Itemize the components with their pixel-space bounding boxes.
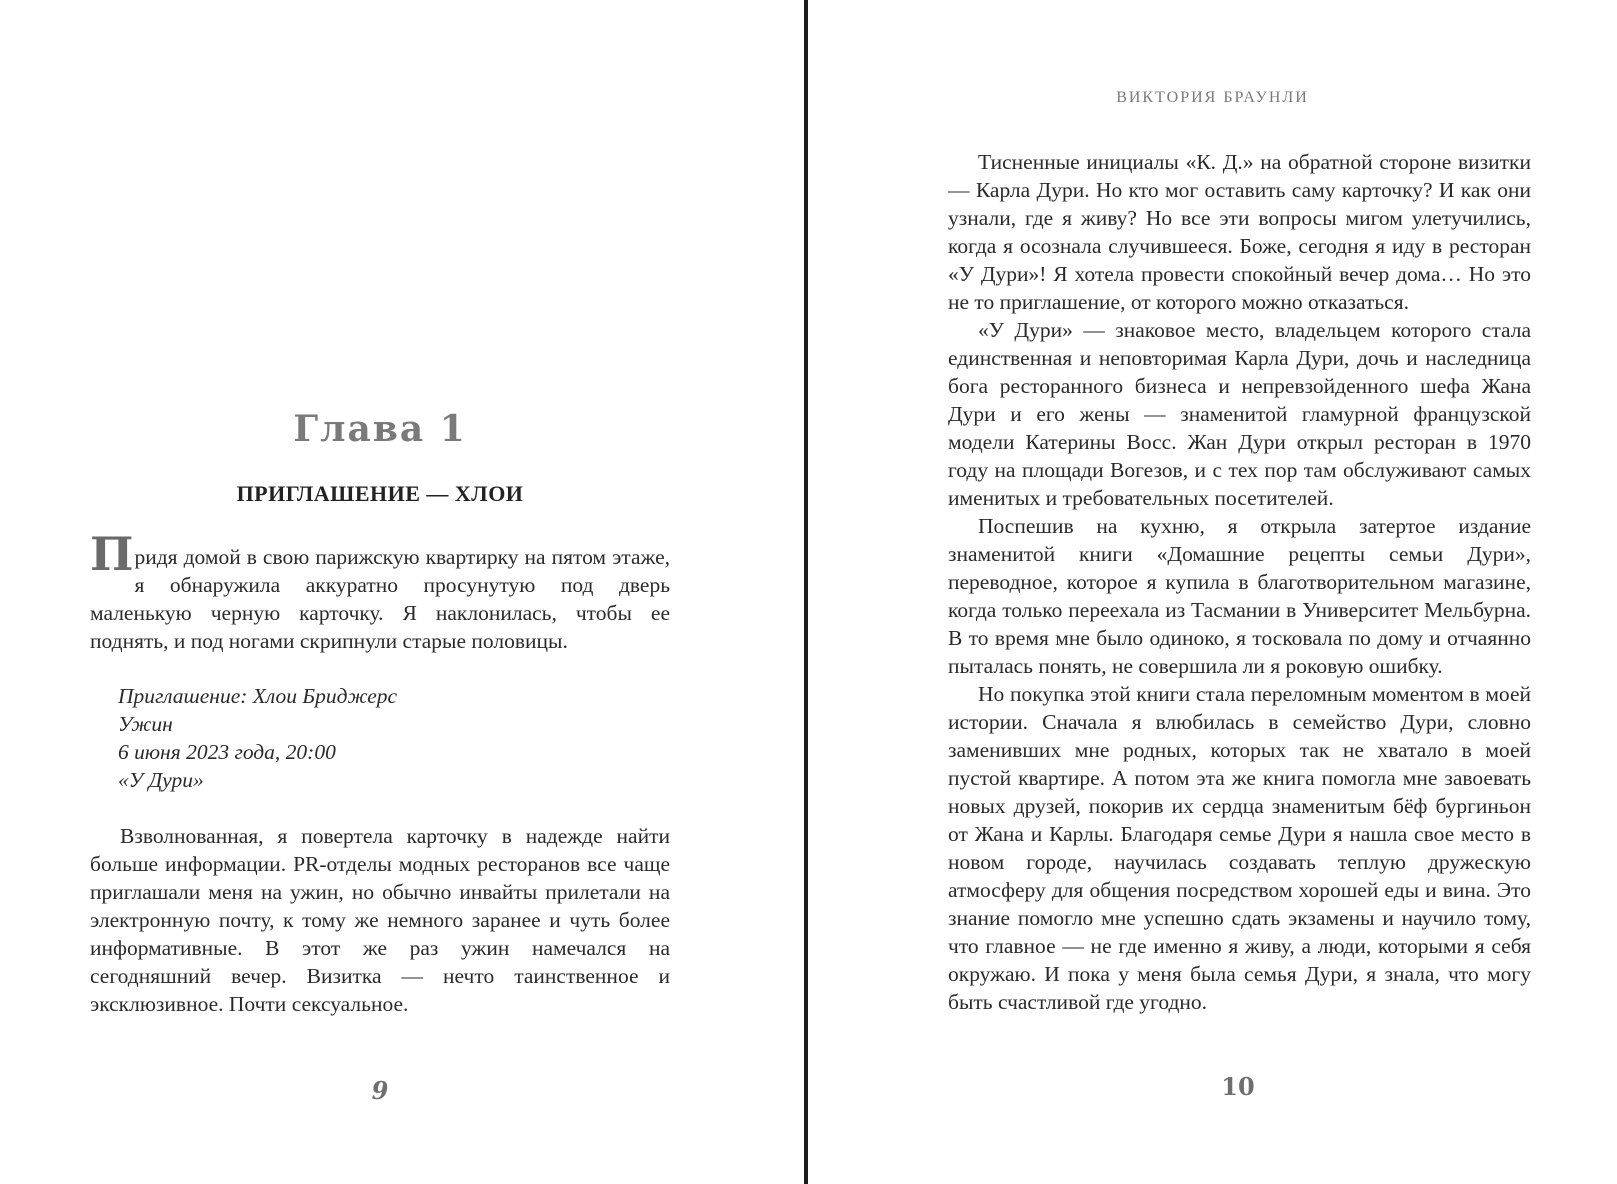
second-paragraph: [90, 822, 670, 1018]
opening-paragraph: [90, 527, 670, 655]
invitation-line: Ужин: [118, 712, 173, 736]
running-head-author: ВИКТОРИЯ БРАУНЛИ: [1116, 89, 1309, 106]
body-paragraph: Тисненные инициалы «К. Д.» на обратной стороне визитки — Карла Дури. Но кто мог оставить саму карточку? И как они узнали, где я живу? Но все эти вопросы мигом улетучились, когда я осознала случившееся. Боже, сегодня я иду в ресторан «У Дури»! Я хотела провести спокойный вечер дома… Но это не то приглашение, от которого можно отказаться.: [948, 150, 1531, 314]
second-paragraph-text: Взволнованная, я повертела карточку в надежде найти больше информации. PR-отделы модных ресторанов все чаще приглашали меня на ужин, но обычно инвайты прилетали на электронную почту, к тому же немного заранее и чуть более информативные. В этот же раз ужин намечался на сегодняшний вечер. Визитка — нечто таинственное и эксклюзивное. Почти сексуальное.: [90, 824, 670, 1016]
body-paragraph: «У Дури» — знаковое место, владельцем которого стала единственная и неповторимая Карла Дури, дочь и наследница бога ресторанного бизнеса и непревзойденного шефа Жана Дури и его жены — знаменитой гламурной французской модели Катерины Восс. Жан Дури открыл ресторан в 1970 году на площади Вогезов, и с тех пор там обслуживают самых именитых и требовательных посетителей.: [948, 318, 1531, 510]
invitation-line: Приглашение: Хлои Бриджерс: [118, 684, 398, 708]
page-number-left: 9: [371, 1076, 389, 1105]
body-paragraph: Но покупка этой книги стала переломным моментом в моей истории. Сначала я влюбилась в семейство Дури, словно заменивших мне родных, которых так не хватало в моей пустой квартире. А потом эта же книга помогла мне завоевать новых друзей, покорив их сердца знаменитым бёф бургиньон от Жана и Карлы. Благодаря семье Дури я нашла свое место в новом городе, научилась создавать теплую дружескую атмосферу для общения посредством хорошей еды и вина. Это знание помогло мне успешно сдать экзамены и научило тому, что главное — не где именно я живу, а люди, которыми я себя окружаю. И пока у меня была семья Дури, я знала, что могу быть счастливой где угодно.: [948, 682, 1531, 1014]
page-number-right: 10: [1221, 1072, 1255, 1101]
left-page: [0, 0, 804, 1184]
right-page-body: [948, 148, 1531, 1016]
invitation-card-text: [118, 682, 618, 794]
chapter-subtitle: ПРИГЛАШЕНИЕ — ХЛОИ: [236, 481, 524, 506]
invitation-line: 6 июня 2023 года, 20:00: [118, 740, 336, 764]
drop-cap: П: [90, 527, 133, 581]
right-page: [808, 0, 1617, 1184]
invitation-line: «У Дури»: [118, 768, 204, 792]
body-paragraph: Поспешив на кухню, я открыла затертое издание знаменитой книги «Домашние рецепты семьи Дури», переводное, которое я купила в благотворительном магазине, когда только переехала из Тасмании в Университет Мельбурна. В то время мне было одиноко, я тосковала по дому и отчаянно пыталась понять, не совершила ли я роковую ошибку.: [948, 514, 1531, 678]
chapter-title: Глава 1: [293, 408, 467, 450]
opening-paragraph-text: ридя домой в свою парижскую квартирку на пятом этаже, я обнаружила аккуратно просунутую под дверь маленькую черную карточку. Я наклонилась, чтобы ее поднять, и под ногами скрипнули старые половицы.: [90, 545, 670, 653]
